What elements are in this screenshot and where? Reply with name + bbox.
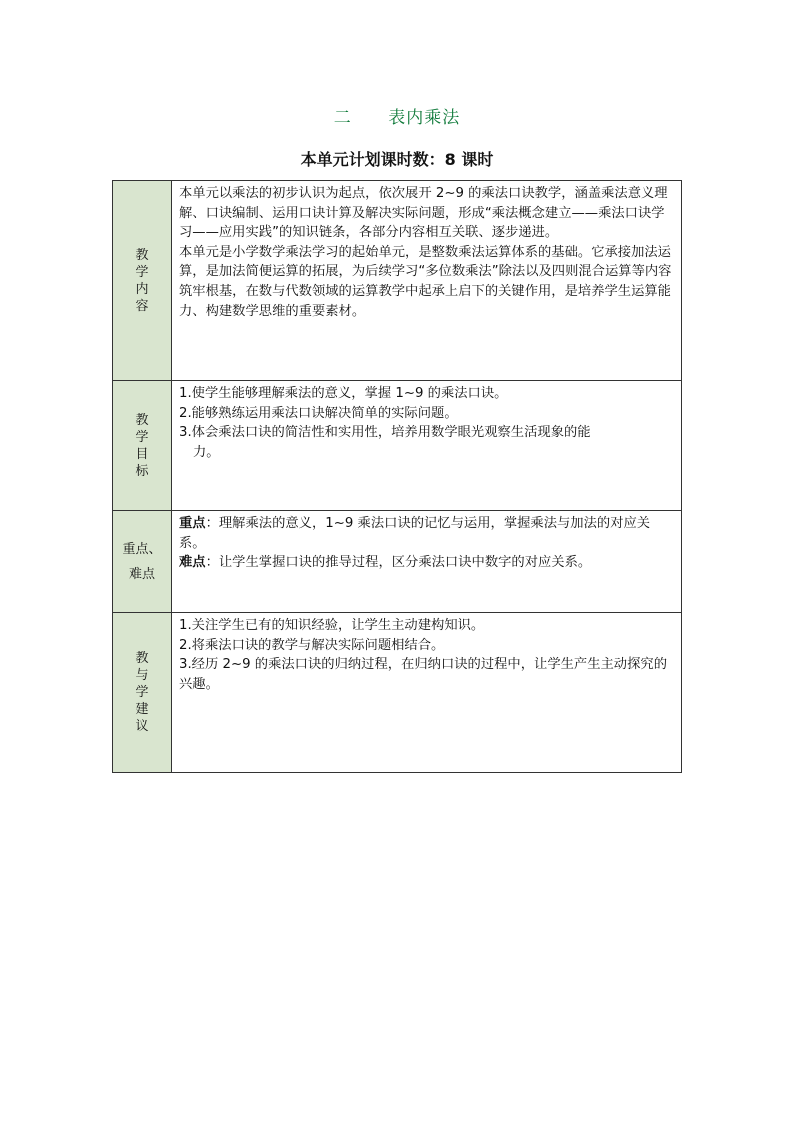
unit-plan-table	[112, 180, 682, 773]
chapter-number: 二	[333, 108, 352, 128]
suggestion-item: 2.将乘法口诀的教学与解决实际问题相结合。	[179, 637, 445, 653]
chapter-title	[0, 103, 794, 128]
label-suggestions: 教与学建议	[113, 613, 172, 773]
goal-item: 1.使学生能够理解乘法的意义，掌握 1~9 的乘法口诀。	[179, 386, 508, 401]
chapter-name: 表内乘法	[388, 108, 461, 128]
suggestions-cell	[172, 613, 682, 773]
key-points-cell	[172, 511, 682, 613]
key-point: 重点：理解乘法的意义，1~9 乘法口诀的记忆与运用，掌握乘法与加法的对应关系。	[179, 516, 651, 551]
label-teaching-content: 教学内容	[113, 181, 172, 381]
teaching-content-cell	[172, 181, 682, 381]
goal-item: 3.体会乘法口诀的简洁性和实用性，培养用数学眼光观察生活现象的能	[179, 425, 591, 441]
table-row-key-points	[113, 511, 682, 613]
lesson-count-subtitle: 本单元计划课时数：8 课时	[300, 150, 494, 169]
content-paragraph-2: 本单元是小学数学乘法学习的起始单元，是整数乘法运算体系的基础。它承接加法运算，是加法简便运算的拓展，为后续学习“多位数乘法”除法以及四则混合运算等内容筑牢根基，在数与代数领域的运算教学中起承上启下的关键作用，是培养学生运算能力、构建数学思维的重要素材。	[179, 244, 672, 319]
label-teaching-goals: 教学目标	[113, 381, 172, 511]
difficult-point: 难点：让学生掌握口诀的推导过程，区分乘法口诀中数字的对应关系。	[179, 555, 592, 571]
goal-item-continuation: 力。	[193, 444, 220, 460]
suggestion-item: 1.关注学生已有的知识经验，让学生主动建构知识。	[179, 618, 485, 633]
table-row-goals	[113, 381, 682, 511]
table-row-content	[113, 181, 682, 381]
goal-item: 2.能够熟练运用乘法口诀解决简单的实际问题。	[179, 405, 458, 421]
label-key-difficult-points: 重点、 难点	[113, 511, 172, 613]
suggestion-item: 3.经历 2~9 的乘法口诀的归纳过程，在归纳口诀的过程中，让学生产生主动探究的兴趣。	[179, 657, 667, 692]
teaching-goals-cell	[172, 381, 682, 511]
content-paragraph-1: 本单元以乘法的初步认识为起点，依次展开 2~9 的乘法口诀教学，涵盖乘法意义理解、口诀编制、运用口诀计算及解决实际问题，形成“乘法概念建立——乘法口诀学习——应用实践”的知识链条，各部分内容相互关联、逐步递进。	[179, 186, 668, 241]
table-row-suggestions	[113, 613, 682, 773]
